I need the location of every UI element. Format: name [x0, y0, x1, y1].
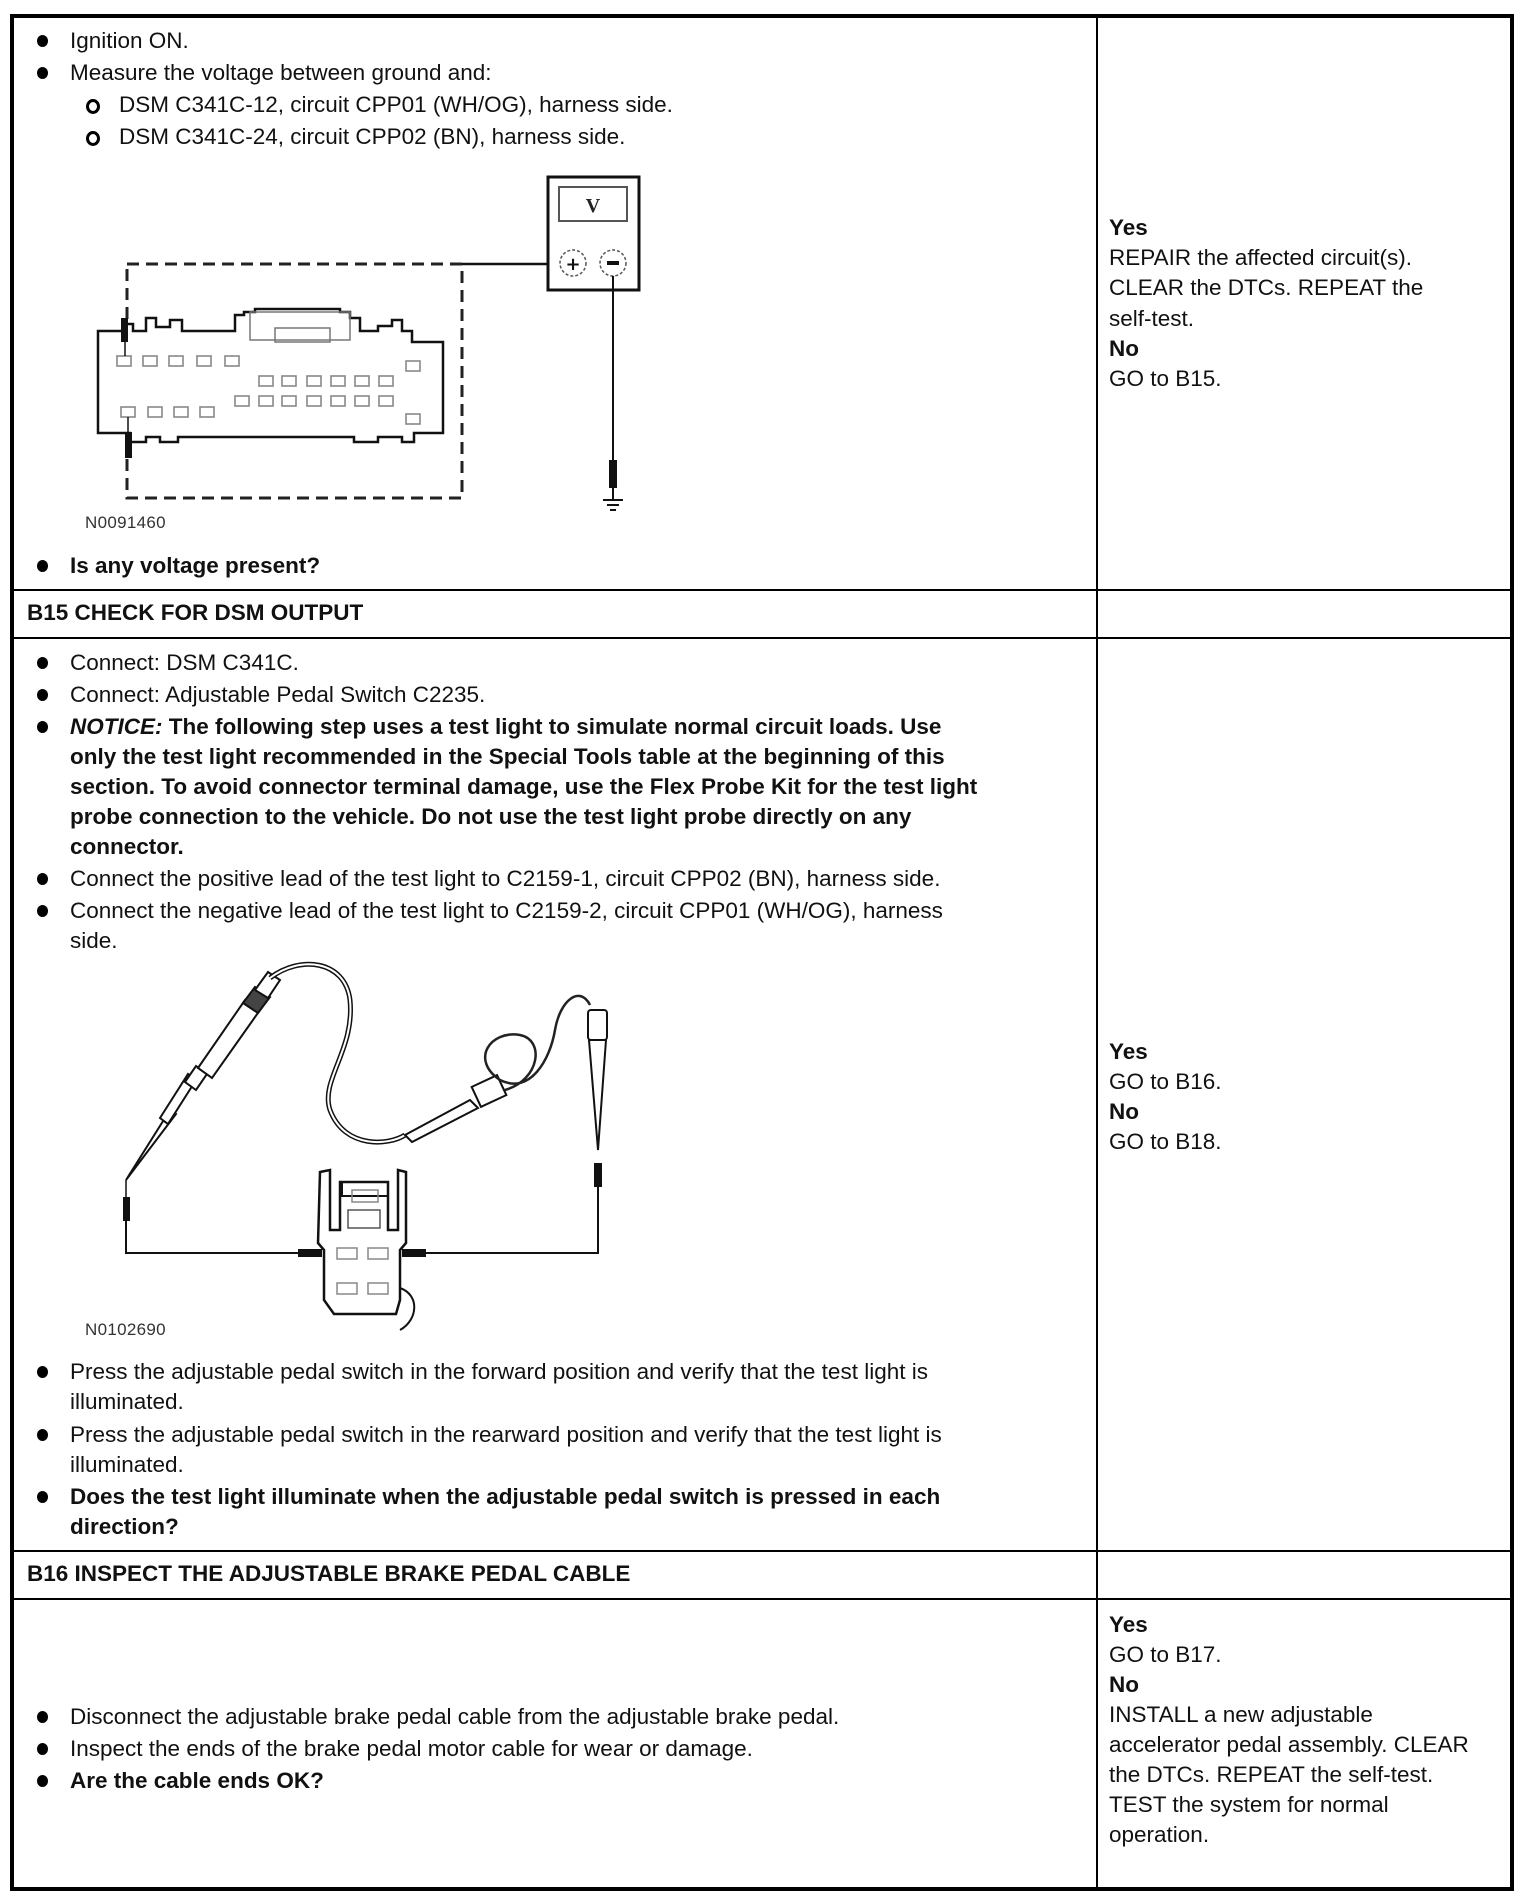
column-divider — [1096, 14, 1098, 1887]
notice-line: section. To avoid connector terminal damage, use the Flex Probe Kit for the test light — [70, 774, 978, 799]
bullet-icon — [37, 1491, 48, 1503]
yes-action-line: GO to B17. — [1109, 1642, 1222, 1667]
bullet-icon — [37, 1743, 48, 1755]
step-text: illuminated. — [70, 1452, 184, 1477]
step-text: Press the adjustable pedal switch in the forward position and verify that the test light is — [70, 1359, 928, 1384]
no-label: No — [1109, 1099, 1139, 1124]
step-text: Connect: DSM C341C. — [70, 650, 299, 675]
step-text: Ignition ON. — [70, 28, 189, 53]
svg-text:+: + — [565, 254, 581, 275]
step-text: illuminated. — [70, 1389, 184, 1414]
no-label: No — [1109, 336, 1139, 361]
notice-line: connector. — [70, 834, 184, 859]
no-action-line: INSTALL a new adjustable — [1109, 1702, 1373, 1727]
question-text: Is any voltage present? — [70, 553, 321, 578]
yes-label: Yes — [1109, 1612, 1148, 1637]
question-text: Are the cable ends OK? — [70, 1768, 324, 1793]
step-text: Connect the negative lead of the test light to C2159-2, circuit CPP01 (WH/OG), harness — [70, 898, 943, 923]
notice-prefix: NOTICE: — [70, 714, 163, 739]
no-label: No — [1109, 1672, 1139, 1697]
test-light-diagram — [0, 0, 700, 1360]
notice-text: The following step uses a test light to simulate normal circuit loads. Use — [162, 714, 942, 739]
yes-label: Yes — [1109, 1039, 1148, 1064]
step-text: Press the adjustable pedal switch in the rearward position and verify that the test light is — [70, 1422, 942, 1447]
no-action-line: GO to B18. — [1109, 1129, 1222, 1154]
no-action-line: GO to B15. — [1109, 366, 1222, 391]
yes-action-line: REPAIR the affected circuit(s). — [1109, 245, 1413, 270]
no-action-line: operation. — [1109, 1822, 1210, 1847]
question-text: direction? — [70, 1514, 179, 1539]
section-title-b15: B15 CHECK FOR DSM OUTPUT — [27, 600, 364, 625]
step-text: Disconnect the adjustable brake pedal cable from the adjustable brake pedal. — [70, 1704, 840, 1729]
substep-text: DSM C341C-24, circuit CPP02 (BN), harness side. — [119, 124, 626, 149]
bullet-icon — [37, 1429, 48, 1441]
bullet-icon — [37, 1775, 48, 1787]
step-text: Measure the voltage between ground and: — [70, 60, 492, 85]
step-text: Inspect the ends of the brake pedal motor cable for wear or damage. — [70, 1736, 753, 1761]
no-action-line: TEST the system for normal — [1109, 1792, 1389, 1817]
bullet-icon — [37, 1711, 48, 1723]
bullet-icon — [37, 1366, 48, 1378]
notice-line: only the test light recommended in the Special Tools table at the beginning of this — [70, 744, 945, 769]
yes-action-line: GO to B16. — [1109, 1069, 1222, 1094]
row-divider — [14, 1550, 1510, 1552]
no-action-line: the DTCs. REPEAT the self-test. — [1109, 1762, 1434, 1787]
yes-label: Yes — [1109, 215, 1148, 240]
step-text: side. — [70, 928, 118, 953]
figure-id: N0091460 — [85, 513, 166, 532]
row-divider — [14, 1598, 1510, 1600]
yes-action-line: self-test. — [1109, 306, 1195, 331]
section-title-b16: B16 INSPECT THE ADJUSTABLE BRAKE PEDAL CABLE — [27, 1561, 631, 1586]
yes-action-line: CLEAR the DTCs. REPEAT the — [1109, 275, 1424, 300]
step-text: Connect: Adjustable Pedal Switch C2235. — [70, 682, 486, 707]
no-action-line: accelerator pedal assembly. CLEAR — [1109, 1732, 1469, 1757]
notice-line: probe connection to the vehicle. Do not use the test light probe directly on any — [70, 804, 912, 829]
meter-label: V — [585, 195, 601, 217]
substep-text: DSM C341C-12, circuit CPP01 (WH/OG), harness side. — [119, 92, 673, 117]
question-text: Does the test light illuminate when the adjustable pedal switch is pressed in each — [70, 1484, 941, 1509]
step-text: Connect the positive lead of the test light to C2159-1, circuit CPP02 (BN), harness side. — [70, 866, 941, 891]
figure-id: N0102690 — [85, 1320, 166, 1339]
